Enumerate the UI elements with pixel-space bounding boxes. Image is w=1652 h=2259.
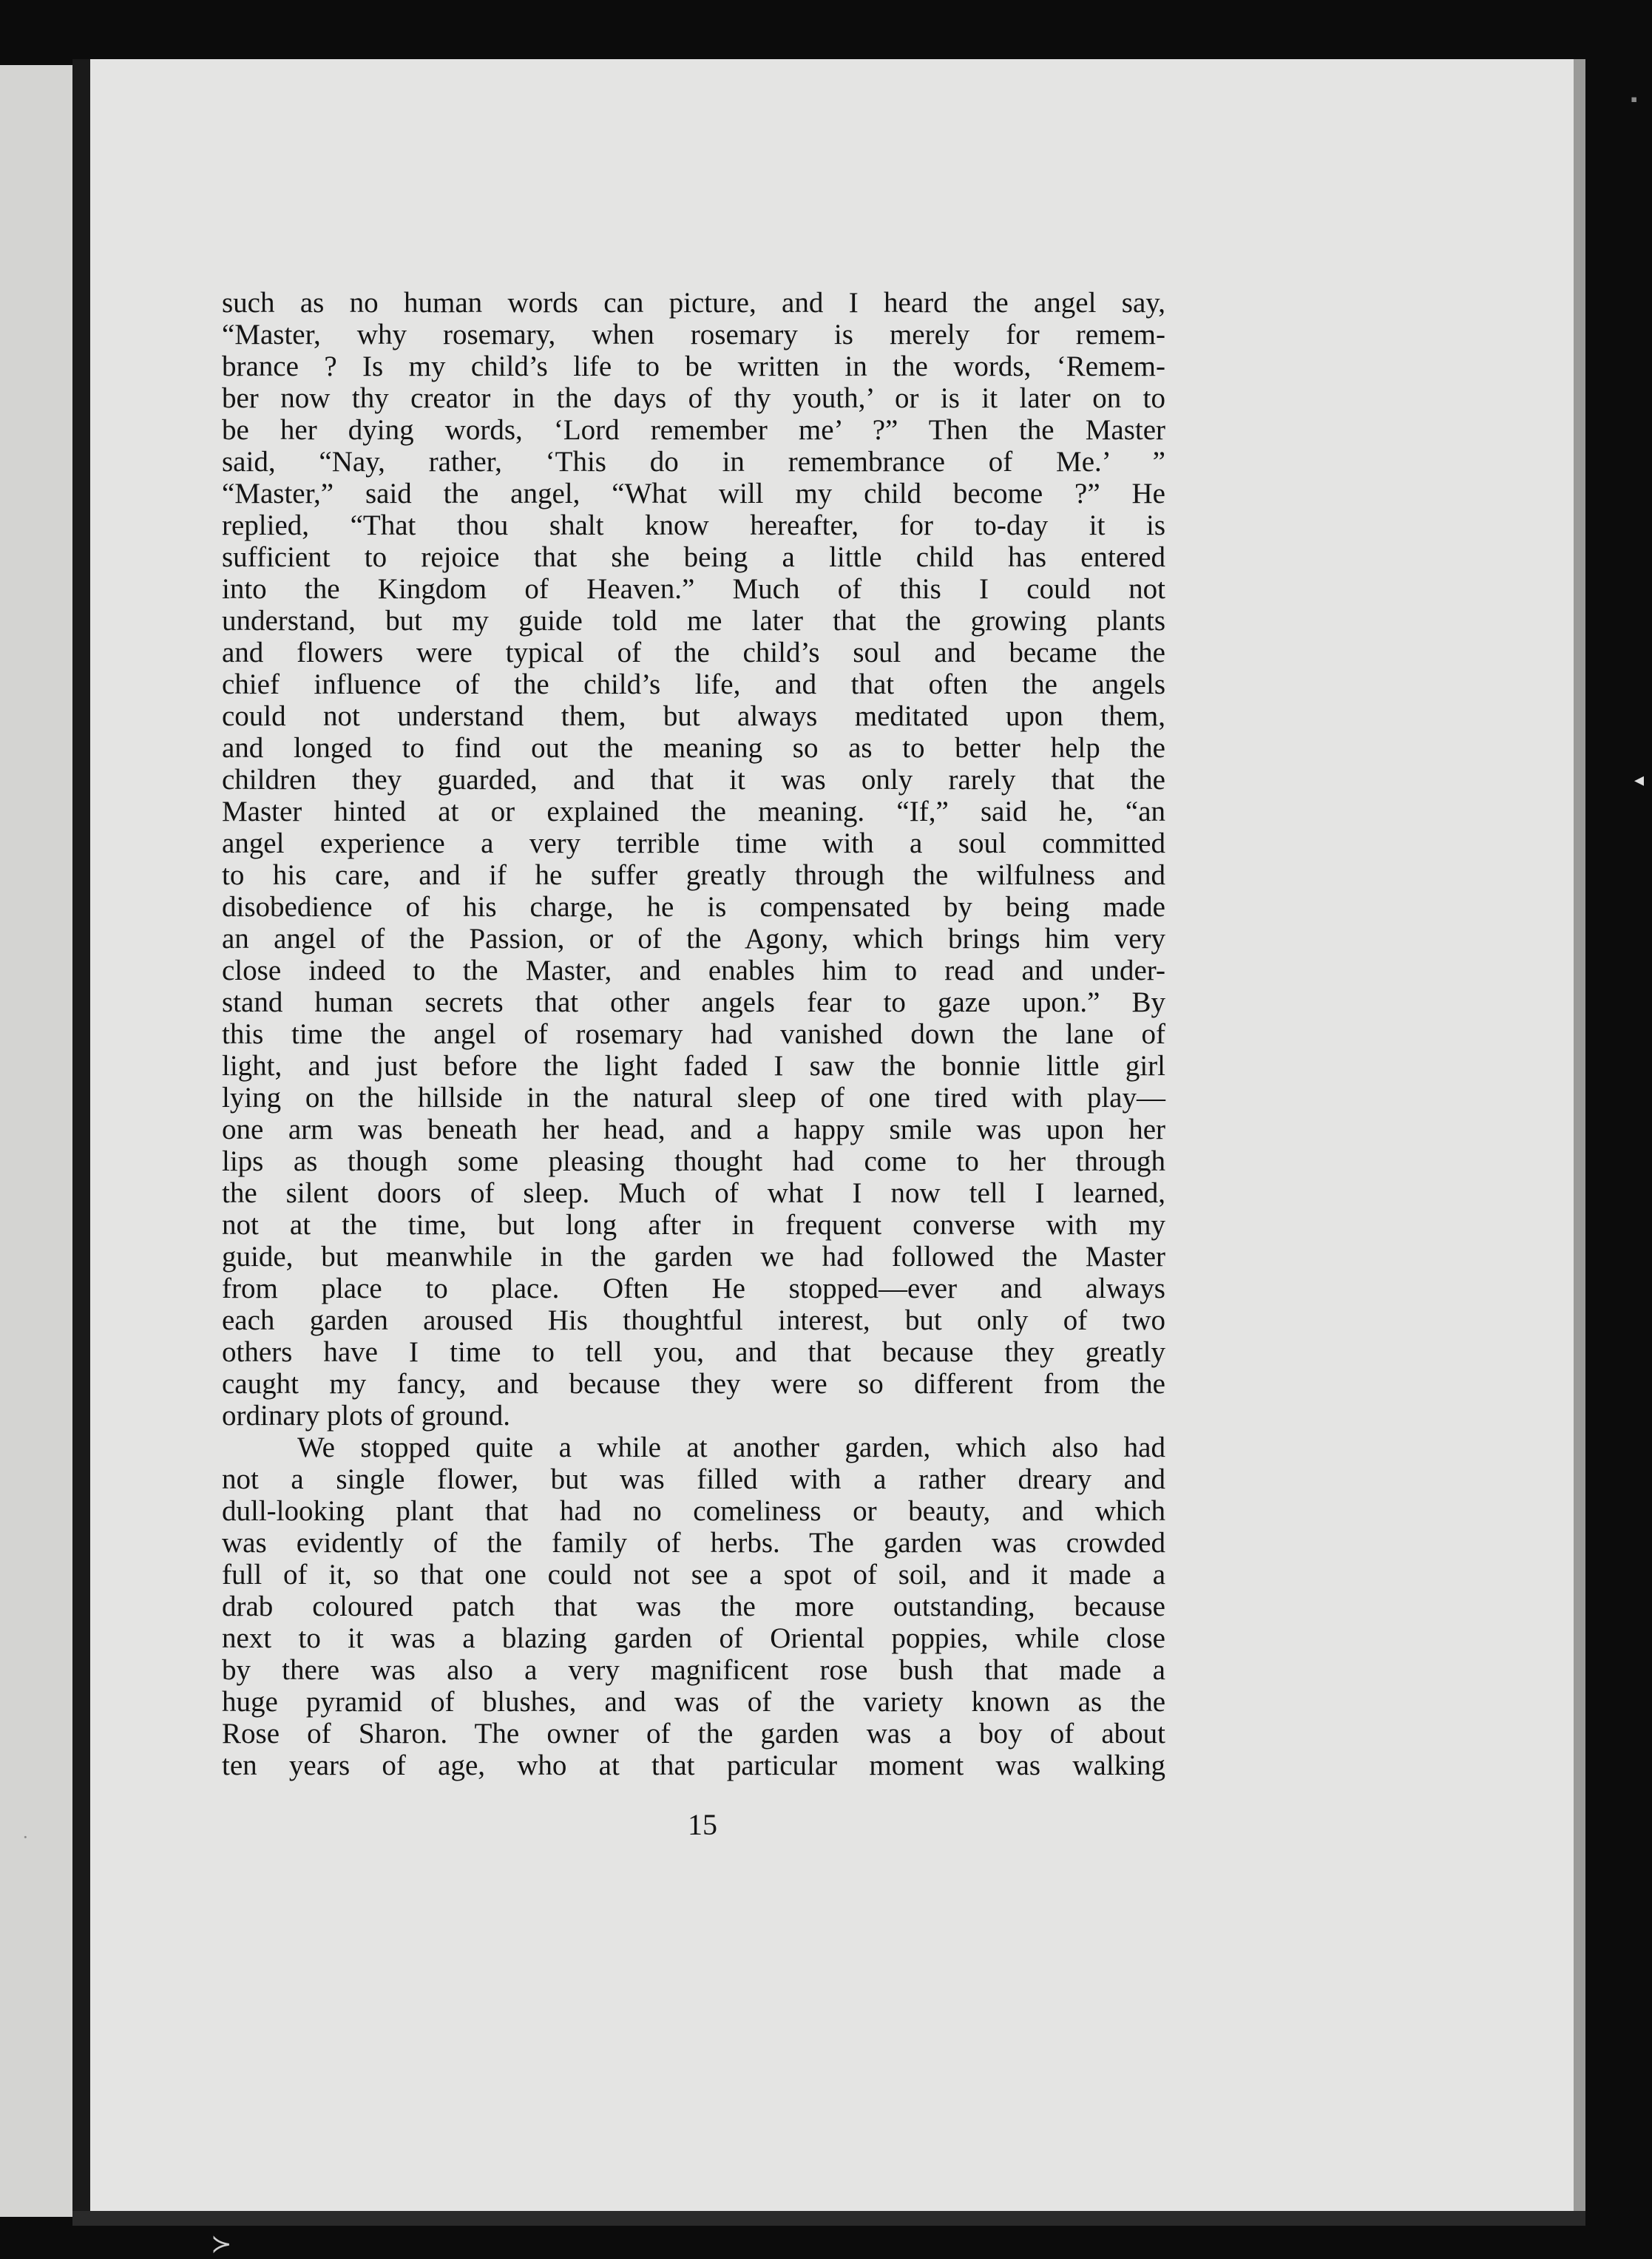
text-line: not a single flower, but was filled with a rather dreary and	[222, 1463, 1165, 1495]
text-line: this time the angel of rosemary had vanished down the lane of	[222, 1018, 1165, 1050]
text-line: Rose of Sharon. The owner of the garden was a boy of about	[222, 1718, 1165, 1750]
text-line: others have I time to tell you, and that because they greatly	[222, 1336, 1165, 1368]
page-bottom-shadow	[72, 2211, 1585, 2226]
text-line: guide, but meanwhile in the garden we had followed the Master	[222, 1241, 1165, 1273]
text-line: lips as though some pleasing thought had come to her through	[222, 1145, 1165, 1177]
text-line: close indeed to the Master, and enables him to read and under-	[222, 955, 1165, 986]
text-line: ten years of age, who at that particular moment was walking	[222, 1750, 1165, 1781]
text-line: “Master,” said the angel, “What will my child become ?” He	[222, 478, 1165, 509]
text-line: replied, “That thou shalt know hereafter, for to-day it is	[222, 509, 1165, 541]
text-line: full of it, so that one could not see a spot of soil, and it made a	[222, 1559, 1165, 1591]
text-line: and longed to find out the meaning so as to better help the	[222, 732, 1165, 764]
scan-mark-icon: ≻	[211, 2231, 232, 2258]
text-line: could not understand them, but always meditated upon them,	[222, 700, 1165, 732]
body-text	[222, 287, 1165, 1781]
text-line: the silent doors of sleep. Much of what I now tell I learned,	[222, 1177, 1165, 1209]
text-line: to his care, and if he suffer greatly through the wilfulness and	[222, 859, 1165, 891]
text-line: stand human secrets that other angels fear to gaze upon.” By	[222, 986, 1165, 1018]
text-line: into the Kingdom of Heaven.” Much of this I could not	[222, 573, 1165, 605]
binding-gutter	[72, 59, 90, 2226]
text-line: by there was also a very magnificent rose bush that made a	[222, 1654, 1165, 1686]
text-line: huge pyramid of blushes, and was of the variety known as the	[222, 1686, 1165, 1718]
text-line: sufficient to rejoice that she being a little child has entered	[222, 541, 1165, 573]
text-line: not at the time, but long after in frequent converse with my	[222, 1209, 1165, 1241]
text-line: light, and just before the light faded I saw the bonnie little girl	[222, 1050, 1165, 1082]
text-line: was evidently of the family of herbs. The garden was crowded	[222, 1527, 1165, 1559]
text-line: and flowers were typical of the child’s soul and became the	[222, 637, 1165, 668]
text-line: ber now thy creator in the days of thy youth,’ or is it later on to	[222, 382, 1165, 414]
paragraph-end-line: ordinary plots of ground.	[222, 1400, 510, 1432]
text-line: one arm was beneath her head, and a happy smile was upon her	[222, 1114, 1165, 1145]
scan-speck-icon: ▪	[1631, 89, 1638, 110]
text-line: understand, but my guide told me later that the growing plants	[222, 605, 1165, 637]
text-line: said, “Nay, rather, ‘This do in remembrance of Me.’ ”	[222, 446, 1165, 478]
paragraph-start-line: We stopped quite a while at another garden, which also had	[297, 1432, 1165, 1463]
text-line: angel experience a very terrible time with a soul committed	[222, 827, 1165, 859]
text-line: drab coloured patch that was the more outstanding, because	[222, 1591, 1165, 1622]
page-edge	[1574, 59, 1585, 2226]
text-line: lying on the hillside in the natural sleep of one tired with play—	[222, 1082, 1165, 1114]
text-line: caught my fancy, and because they were so different from the	[222, 1368, 1165, 1400]
text-line: such as no human words can picture, and I heard the angel say,	[222, 287, 1165, 319]
text-line: be her dying words, ‘Lord remember me’ ?” Then the Master	[222, 414, 1165, 446]
text-line: dull-looking plant that had no comeliness or beauty, and which	[222, 1495, 1165, 1527]
text-line: Master hinted at or explained the meaning. “If,” said he, “an	[222, 796, 1165, 827]
facing-page-edge	[0, 65, 72, 2217]
text-line: next to it was a blazing garden of Oriental poppies, while close	[222, 1622, 1165, 1654]
text-line: disobedience of his charge, he is compensated by being made	[222, 891, 1165, 923]
text-line: from place to place. Often He stopped—ever and always	[222, 1273, 1165, 1304]
scan-speck-icon: ·	[22, 1826, 29, 1848]
scan-speck-icon: ◂	[1634, 769, 1645, 790]
page-number: 15	[688, 1808, 717, 1841]
text-line: children they guarded, and that it was only rarely that the	[222, 764, 1165, 796]
text-line: an angel of the Passion, or of the Agony, which brings him very	[222, 923, 1165, 955]
text-line: brance ? Is my child’s life to be written in the words, ‘Remem-	[222, 350, 1165, 382]
text-line: chief influence of the child’s life, and that often the angels	[222, 668, 1165, 700]
text-line: “Master, why rosemary, when rosemary is merely for remem-	[222, 319, 1165, 350]
text-line: each garden aroused His thoughtful interest, but only of two	[222, 1304, 1165, 1336]
